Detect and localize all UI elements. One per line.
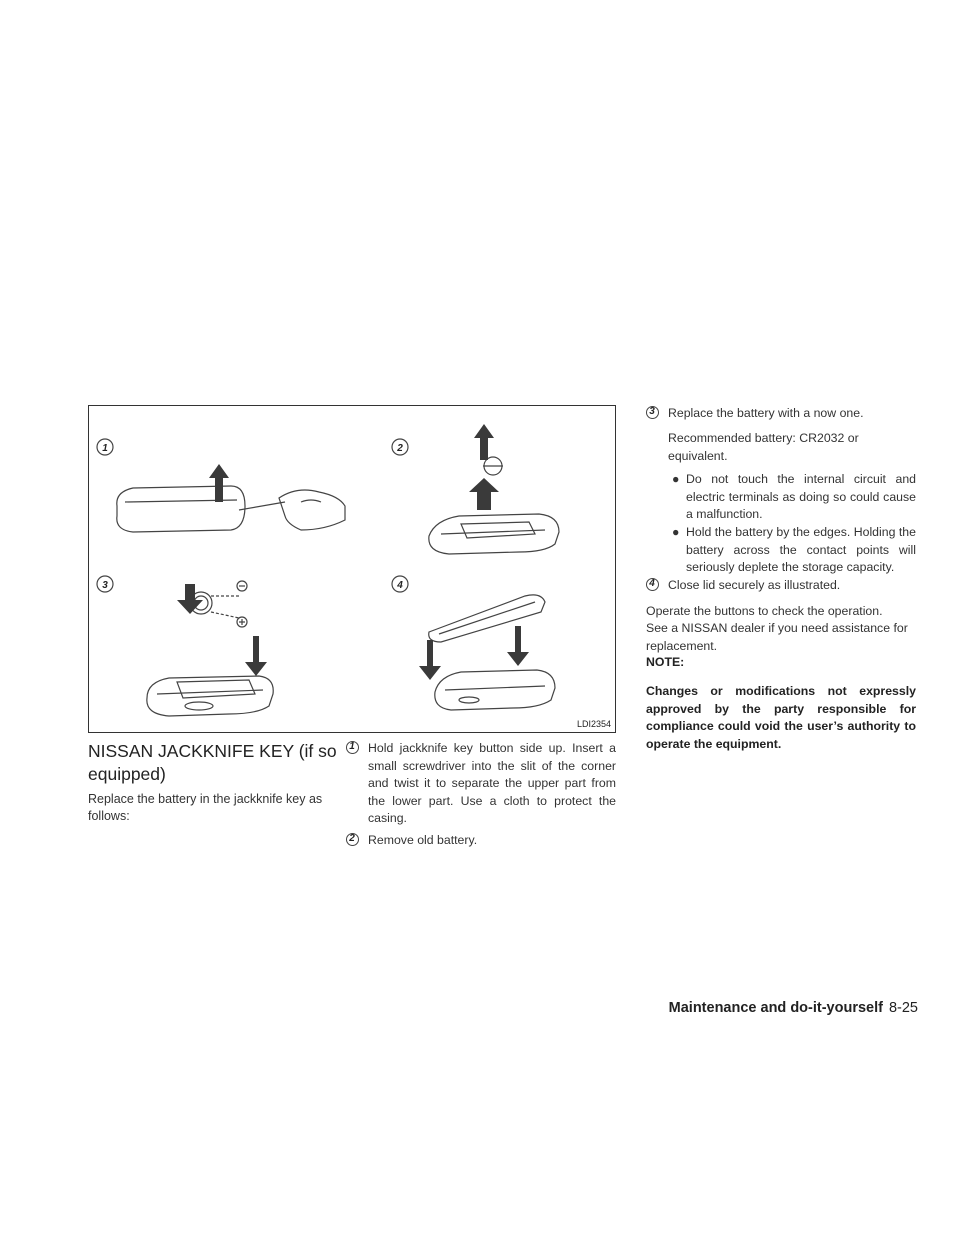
arrow-down-3	[419, 640, 441, 680]
arrow-down-2	[245, 636, 267, 676]
illustration-drawing	[89, 406, 615, 732]
bullet-icon: ●	[672, 472, 680, 486]
note-title: NOTE:	[646, 655, 685, 669]
note-body: Changes or modifications not expressly approved by the party responsible for compliance could void the user’s authority to operate the equipment.	[646, 684, 916, 751]
step-2-text: Remove old battery.	[368, 833, 478, 847]
step-1-number: 1	[346, 741, 358, 753]
figure-label-3: 3	[102, 580, 108, 591]
step-2	[346, 832, 616, 852]
step-4-number: 4	[646, 578, 658, 590]
direction-arrows	[177, 424, 529, 680]
step-1-text: Hold jackknife key button side up. Insert a small screwdriver into the slit of the corner and twist it to separate the upper part from the lower part. Use a cloth to protect the casing.	[368, 741, 616, 826]
bullet-icon: ●	[672, 525, 680, 539]
figure-label-1: 1	[102, 443, 108, 454]
arrow-up-2	[474, 424, 494, 460]
recommended-battery: Recommended battery: CR2032 or equivalent.	[668, 431, 859, 463]
step-2-number: 2	[346, 833, 358, 845]
arrow-up-3	[469, 478, 499, 510]
section-intro: Replace the battery in the jackknife key as follows:	[88, 792, 323, 823]
step-3-text: Replace the battery with a now one.	[668, 406, 864, 420]
section-heading: NISSAN JACKKNIFE KEY (if so equipped)	[88, 741, 337, 784]
dealer-paragraph: See a NISSAN dealer if you need assistance for replacement.	[646, 621, 908, 653]
open-case-battery-lift-drawing	[429, 457, 559, 554]
step-3	[646, 405, 916, 425]
arrow-up-1	[209, 464, 229, 502]
page-number: 8-25	[888, 1000, 918, 1016]
battery-replacement-illustration	[88, 405, 616, 733]
key-fob-with-screwdriver-drawing	[117, 486, 345, 532]
step-4-text: Close lid securely as illustrated.	[668, 578, 841, 592]
step-4	[646, 577, 916, 597]
figure-code: LDI2354	[576, 719, 611, 729]
bullet-text-1: Do not touch the internal circuit and electric terminals as doing so could cause a malfunction.	[686, 472, 916, 522]
lid-closing-drawing	[429, 595, 555, 710]
page-footer	[600, 1000, 918, 1016]
step-1	[346, 740, 616, 826]
footer-section-title: Maintenance and do-it-yourself	[668, 1000, 883, 1016]
figure-label-2: 2	[397, 443, 403, 454]
figure-label-4: 4	[397, 580, 403, 591]
bullet-text-2: Hold the battery by the edges. Holding the battery across the contact points will seriously deplete the storage capacity.	[686, 525, 916, 575]
step-3-number: 3	[646, 406, 658, 418]
arrow-down-4	[507, 626, 529, 666]
operate-paragraph: Operate the buttons to check the operation.	[646, 604, 883, 618]
